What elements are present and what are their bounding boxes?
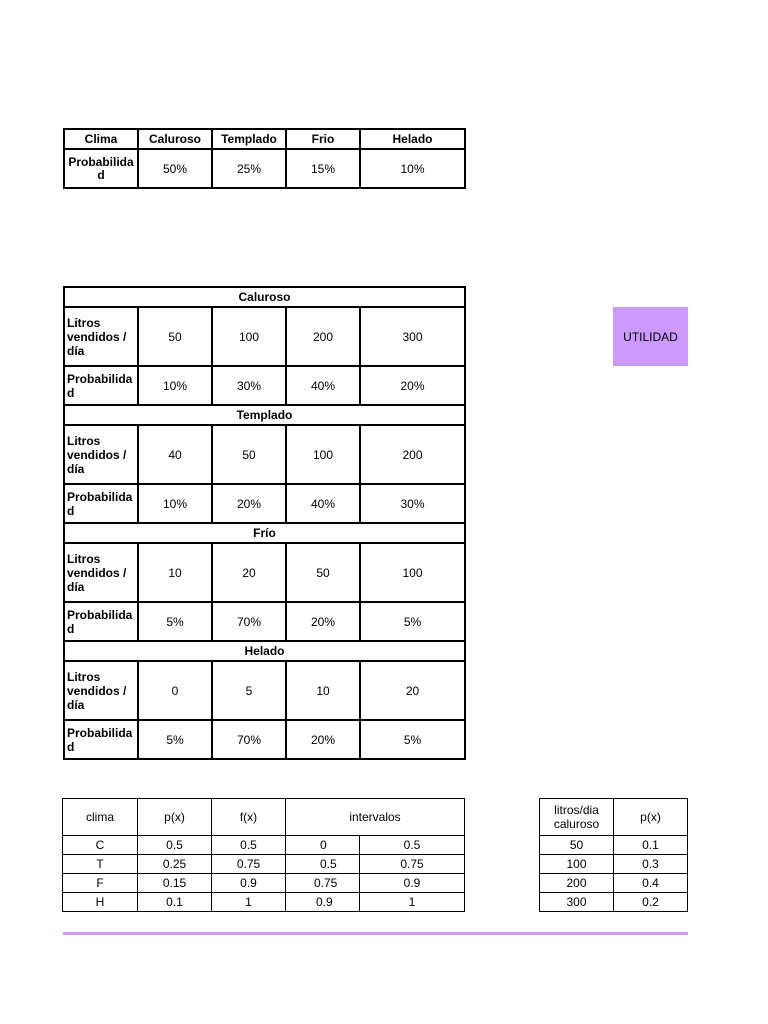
litros-cell: 200 [286, 307, 360, 366]
litros-label: Litros vendidos / día [64, 425, 138, 484]
litros-cell: 0 [138, 661, 212, 720]
cell: 200 [540, 874, 614, 893]
cell: 0 [286, 836, 360, 855]
litros-caluroso-table [539, 798, 688, 912]
utilidad-label: UTILIDAD [623, 329, 678, 344]
section-title: Frío [64, 523, 465, 543]
cell: 50 [540, 836, 614, 855]
purple-divider [63, 932, 688, 935]
cell: H [63, 893, 138, 912]
prob-row [64, 484, 465, 523]
litros-row [64, 425, 465, 484]
prob-cell: 20% [286, 720, 360, 759]
cell: 0.75 [360, 855, 465, 874]
table-row [540, 855, 688, 874]
section-header-row [64, 641, 465, 661]
header-cell: p(x) [614, 799, 688, 836]
table-row [63, 836, 465, 855]
cell: 0.75 [286, 874, 360, 893]
table-row [63, 893, 465, 912]
prob-row [64, 720, 465, 759]
sales-distribution-table [63, 286, 466, 760]
litros-cell: 100 [360, 543, 465, 602]
litros-cell: 300 [360, 307, 465, 366]
litros-label: Litros vendidos / día [64, 661, 138, 720]
header-cell: litros/dia caluroso [540, 799, 614, 836]
cell: 0.15 [138, 874, 212, 893]
cell: 100 [540, 855, 614, 874]
litros-cell: 10 [138, 543, 212, 602]
clima-header-row [64, 129, 465, 149]
prob-cell: 40% [286, 484, 360, 523]
litros-row [64, 543, 465, 602]
litros-cell: 20 [212, 543, 286, 602]
cell: 0.1 [138, 893, 212, 912]
section-header-row [64, 405, 465, 425]
section-header-row [64, 523, 465, 543]
prob-cell: 40% [286, 366, 360, 405]
prob-cell: 50% [138, 149, 212, 188]
prob-cell: 20% [286, 602, 360, 641]
cell: 0.3 [614, 855, 688, 874]
table-row [540, 836, 688, 855]
cell: T [63, 855, 138, 874]
litros-cell: 200 [360, 425, 465, 484]
header-cell: intervalos [286, 799, 465, 836]
prob-label: Probabilidad [64, 366, 138, 405]
section-title: Caluroso [64, 287, 465, 307]
prob-cell: 20% [212, 484, 286, 523]
cell: 1 [212, 893, 286, 912]
litros-cell: 50 [212, 425, 286, 484]
litros-cell: 10 [286, 661, 360, 720]
prob-cell: 5% [360, 720, 465, 759]
utilidad-box [613, 307, 688, 366]
cell: C [63, 836, 138, 855]
section-title: Templado [64, 405, 465, 425]
litros-cell: 5 [212, 661, 286, 720]
table-row [540, 874, 688, 893]
section-header-row [64, 287, 465, 307]
prob-cell: 70% [212, 602, 286, 641]
prob-cell: 10% [360, 149, 465, 188]
cell: 0.9 [286, 893, 360, 912]
litros-row [64, 661, 465, 720]
prob-cell: 70% [212, 720, 286, 759]
cell: 0.5 [212, 836, 286, 855]
prob-label: Probabilidad [64, 484, 138, 523]
table-row [63, 874, 465, 893]
clima-prob-row [64, 149, 465, 188]
cell: 0.2 [614, 893, 688, 912]
cell: 0.5 [360, 836, 465, 855]
prob-cell: 15% [286, 149, 360, 188]
litros-cell: 100 [212, 307, 286, 366]
prob-cell: 5% [360, 602, 465, 641]
clima-header-cell: Helado [360, 129, 465, 149]
table-row [63, 855, 465, 874]
prob-label: Probabilidad [64, 602, 138, 641]
litros-label: Litros vendidos / día [64, 307, 138, 366]
cell: 0.4 [614, 874, 688, 893]
cell: 0.5 [138, 836, 212, 855]
prob-cell: 10% [138, 484, 212, 523]
clima-header-cell: Templado [212, 129, 286, 149]
row-label: Probabilidad [64, 149, 138, 188]
prob-cell: 30% [212, 366, 286, 405]
cell: 0.5 [286, 855, 360, 874]
header-cell: p(x) [138, 799, 212, 836]
cell: 0.1 [614, 836, 688, 855]
intervals-table [62, 798, 465, 912]
cell: 0.75 [212, 855, 286, 874]
litros-header-row [540, 799, 688, 836]
litros-label: Litros vendidos / día [64, 543, 138, 602]
prob-row [64, 366, 465, 405]
cell: F [63, 874, 138, 893]
cell: 0.9 [212, 874, 286, 893]
litros-cell: 50 [286, 543, 360, 602]
cell: 300 [540, 893, 614, 912]
prob-cell: 5% [138, 602, 212, 641]
section-title: Helado [64, 641, 465, 661]
clima-header-cell: Frio [286, 129, 360, 149]
litros-cell: 20 [360, 661, 465, 720]
prob-cell: 25% [212, 149, 286, 188]
prob-row [64, 602, 465, 641]
prob-cell: 5% [138, 720, 212, 759]
prob-cell: 30% [360, 484, 465, 523]
header-cell: clima [63, 799, 138, 836]
clima-header-cell: Clima [64, 129, 138, 149]
prob-cell: 10% [138, 366, 212, 405]
clima-probability-table [63, 128, 466, 189]
clima-header-cell: Caluroso [138, 129, 212, 149]
litros-cell: 40 [138, 425, 212, 484]
cell: 1 [360, 893, 465, 912]
cell: 0.25 [138, 855, 212, 874]
cell: 0.9 [360, 874, 465, 893]
table-row [540, 893, 688, 912]
prob-label: Probabilidad [64, 720, 138, 759]
litros-row [64, 307, 465, 366]
header-cell: f(x) [212, 799, 286, 836]
prob-cell: 20% [360, 366, 465, 405]
litros-cell: 100 [286, 425, 360, 484]
intervals-header-row [63, 799, 465, 836]
litros-cell: 50 [138, 307, 212, 366]
